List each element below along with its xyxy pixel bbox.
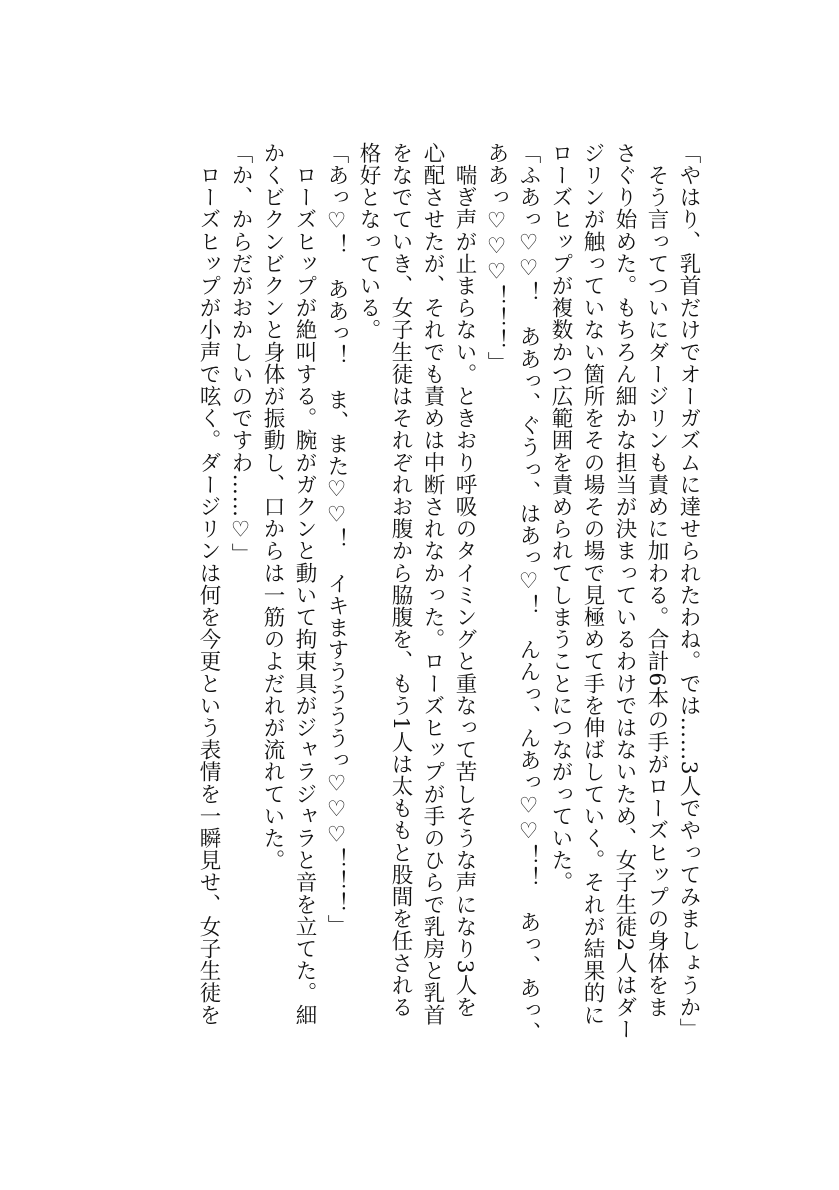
text-line: ああっ♡♡♡！！！」	[484, 142, 509, 374]
text-line: ローズヒップが複数かつ広範囲を責められてしまうことにつながっていた。	[548, 142, 573, 894]
text-line: 「やはり、乳首だけでオーガズムに達せられたわね。では……3人でやってみましょうか」	[676, 142, 701, 1041]
text-line: ローズヒップが小声で呟く。ダージリンは何を今更という表情を一瞬見せ、女子生徒を	[196, 142, 221, 1026]
text-line: をなでていき、女子生徒はそれぞれお腹から脇腹を、もう1人は太ももと股間を任される	[388, 142, 413, 1019]
text-line: ローズヒップが絶叫する。腕がガクンと動いて拘束具がジャラジャラと音を立てた。細	[292, 142, 317, 1026]
vertical-text-body	[142, 142, 704, 1065]
text-line: 「ふあっ♡♡！ ああっ、ぐうっ、はあっ♡！ んんっ、んあっ♡♡！！ あっ、あっ、	[516, 142, 541, 1044]
text-line: 喘ぎ声が止まらない。ときおり呼吸のタイミングと重なって苦しそうな声になり3人を	[452, 142, 477, 1019]
text-line: 「あっ♡！ ああっ！ ま、また♡♡！ イキますううううっ♡♡♡！！！」	[324, 142, 349, 937]
text-line: さぐり始めた。もちろん細かな担当が決まっているわけではないため、女子生徒2人はダー	[612, 142, 637, 1041]
text-line: そう言ってついにダージリンも責めに加わる。合計6本の手がローズヒップの身体をま	[644, 142, 669, 1019]
text-line: ジリンが触っていない箇所をその場その場で見極めて手を伸ばしていく。それが結果的に	[580, 142, 605, 1026]
text-line: 格好となっている。	[356, 142, 381, 341]
text-line: 「か、からだがおかしいのですわ……♡」	[228, 142, 253, 566]
text-line: 心配させたが、それでも責めは中断されなかった。ローズヒップが手のひらで乳房と乳首	[420, 142, 445, 1026]
text-line: かくビクンビクンと身体が振動し、口からは一筋のよだれが流れていた。	[260, 142, 285, 872]
